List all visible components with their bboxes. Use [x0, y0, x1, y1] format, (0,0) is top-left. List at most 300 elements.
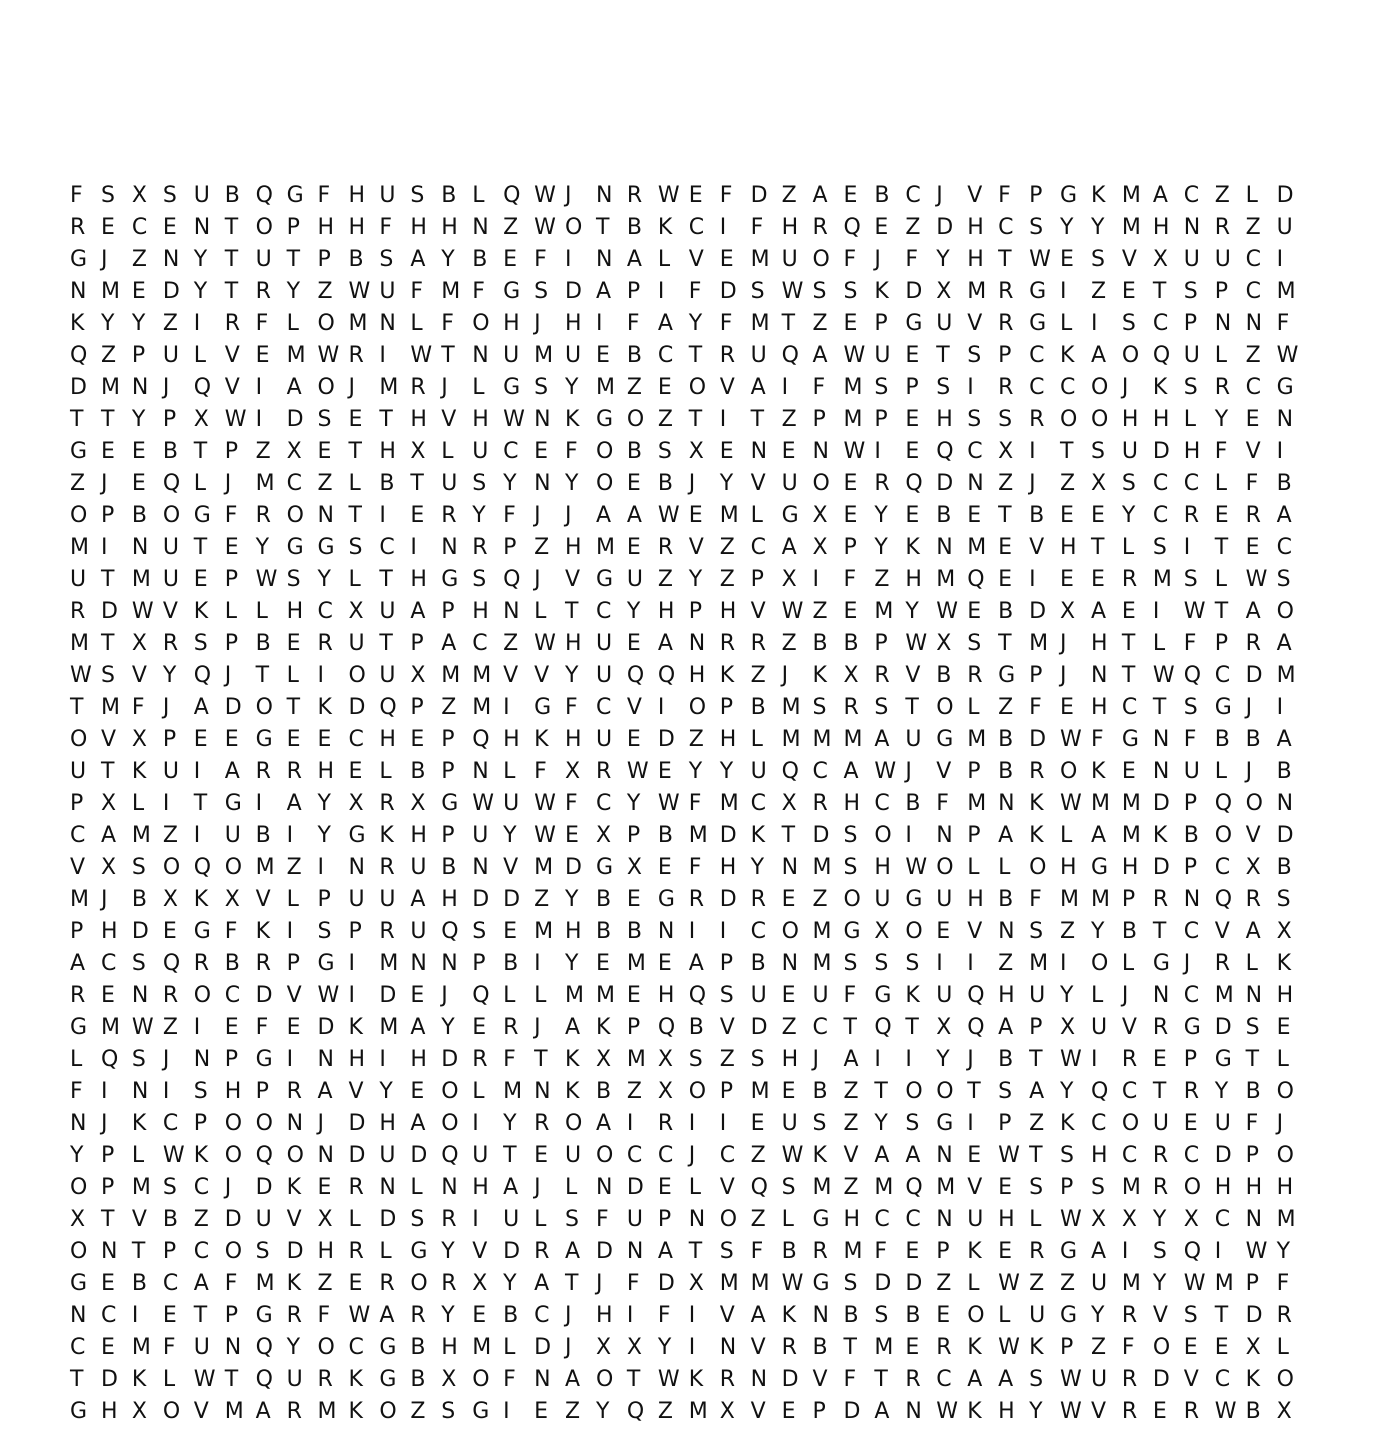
grid-letter: U	[1029, 983, 1046, 1008]
grid-letter: M	[812, 919, 832, 944]
grid-letter: D	[100, 599, 118, 624]
grid-letter: E	[1121, 759, 1136, 784]
grid-letter: J	[565, 1335, 572, 1360]
grid-letter: X	[843, 663, 859, 688]
grid-letter: K	[1152, 375, 1168, 400]
grid-letter: A	[317, 1079, 333, 1104]
grid-letter: B	[1276, 759, 1292, 784]
grid-letter: H	[410, 1047, 427, 1072]
grid-letter: X	[1276, 1399, 1292, 1424]
grid-letter: T	[1152, 695, 1167, 720]
grid-letter: P	[874, 631, 888, 656]
grid-letter: L	[967, 695, 980, 720]
grid-letter: X	[626, 855, 642, 880]
grid-letter: I	[905, 823, 912, 848]
grid-letter: O	[224, 1239, 243, 1264]
grid-letter: T	[70, 695, 84, 720]
grid-letter: I	[905, 1047, 912, 1072]
grid-letter: M	[750, 1079, 770, 1104]
grid-letter: U	[626, 1207, 643, 1232]
grid-letter: C	[534, 1303, 550, 1328]
grid-letter: G	[905, 887, 923, 912]
grid-letter: E	[193, 727, 208, 752]
grid-letter: D	[781, 1367, 799, 1392]
grid-letter: P	[100, 1175, 115, 1200]
grid-letter: J	[1245, 695, 1253, 720]
grid-letter: E	[317, 1175, 332, 1200]
grid-letter: H	[1121, 407, 1139, 432]
grid-letter: R	[1183, 503, 1200, 528]
grid-letter: E	[781, 983, 796, 1008]
grid-letter: X	[874, 919, 890, 944]
grid-letter: A	[410, 1015, 426, 1040]
grid-letter: M	[1121, 183, 1141, 208]
grid-letter: P	[998, 1111, 1012, 1136]
grid-letter: L	[657, 247, 671, 272]
grid-letter: Z	[286, 855, 302, 880]
grid-letter: U	[162, 535, 179, 560]
grid-letter: N	[410, 951, 427, 976]
grid-letter: G	[255, 1303, 273, 1328]
grid-letter: G	[317, 535, 335, 560]
grid-letter: M	[1121, 791, 1141, 816]
grid-letter: T	[843, 1015, 857, 1040]
grid-letter: P	[719, 695, 733, 720]
grid-letter: O	[441, 1111, 459, 1136]
grid-letter: D	[1152, 791, 1170, 816]
grid-letter: M	[688, 823, 708, 848]
grid-letter: F	[1245, 471, 1259, 496]
grid-letter: R	[1121, 1367, 1138, 1392]
grid-letter: F	[410, 279, 423, 304]
grid-letter: M	[688, 1399, 708, 1424]
grid-letter: F	[503, 1367, 516, 1392]
grid-letter: F	[750, 1239, 764, 1264]
grid-letter: E	[100, 439, 115, 464]
grid-row	[70, 852, 1340, 884]
grid-letter: D	[1276, 183, 1294, 208]
grid-letter: W	[998, 1335, 1020, 1360]
grid-letter: L	[1121, 951, 1135, 976]
grid-letter: A	[1276, 503, 1292, 528]
grid-letter: I	[100, 535, 108, 560]
grid-letter: A	[657, 1239, 673, 1264]
grid-letter: Z	[162, 823, 178, 848]
grid-letter: N	[131, 1079, 149, 1104]
grid-letter: T	[100, 567, 115, 592]
grid-letter: F	[472, 279, 485, 304]
grid-letter: R	[750, 887, 766, 912]
grid-letter: I	[874, 1047, 881, 1072]
grid-row	[70, 1396, 1340, 1428]
grid-letter: L	[967, 855, 980, 880]
grid-letter: D	[595, 1239, 613, 1264]
grid-letter: O	[162, 1399, 181, 1424]
grid-letter: E	[998, 567, 1013, 592]
grid-letter: R	[1121, 567, 1138, 592]
grid-letter: Z	[317, 279, 333, 304]
grid-letter: A	[1029, 1079, 1045, 1104]
grid-letter: W	[657, 1367, 680, 1392]
grid-letter: F	[688, 855, 702, 880]
grid-letter: K	[1029, 823, 1044, 848]
grid-letter: H	[967, 215, 984, 240]
grid-letter: N	[936, 535, 953, 560]
grid-letter: D	[224, 695, 242, 720]
grid-row	[70, 244, 1340, 276]
grid-letter: S	[100, 663, 115, 688]
grid-letter: F	[688, 791, 702, 816]
grid-row	[70, 788, 1340, 820]
grid-letter: T	[998, 503, 1012, 528]
grid-letter: B	[410, 1335, 426, 1360]
grid-row	[70, 404, 1340, 436]
grid-letter: S	[1152, 535, 1167, 560]
grid-letter: U	[162, 343, 179, 368]
grid-letter: Q	[503, 183, 521, 208]
grid-letter: Q	[193, 855, 212, 880]
grid-letter: N	[1152, 727, 1170, 752]
grid-letter: X	[441, 1367, 457, 1392]
grid-letter: J	[317, 1111, 324, 1136]
grid-letter: S	[843, 951, 858, 976]
grid-letter: D	[750, 183, 768, 208]
grid-letter: T	[1245, 1047, 1260, 1072]
grid-letter: T	[441, 343, 455, 368]
grid-letter: Y	[1090, 919, 1105, 944]
grid-letter: F	[534, 247, 547, 272]
grid-letter: R	[1121, 1399, 1138, 1424]
grid-letter: K	[565, 1079, 580, 1104]
grid-letter: G	[595, 855, 613, 880]
grid-letter: P	[100, 503, 115, 528]
grid-letter: U	[472, 823, 489, 848]
grid-letter: J	[1183, 951, 1191, 976]
grid-letter: Q	[843, 215, 861, 240]
grid-letter: I	[719, 215, 727, 240]
grid-letter: W	[224, 407, 247, 432]
grid-letter: T	[1152, 279, 1167, 304]
grid-letter: B	[874, 183, 890, 208]
grid-letter: E	[162, 215, 177, 240]
grid-letter: B	[905, 1303, 921, 1328]
grid-row	[70, 1140, 1340, 1172]
grid-letter: B	[936, 503, 952, 528]
grid-letter: V	[1029, 535, 1045, 560]
grid-letter: O	[688, 375, 707, 400]
grid-letter: P	[441, 727, 455, 752]
grid-letter: K	[193, 599, 209, 624]
grid-letter: G	[936, 1111, 954, 1136]
grid-letter: V	[1152, 1303, 1168, 1328]
grid-letter: G	[905, 311, 923, 336]
grid-letter: L	[224, 599, 237, 624]
grid-letter: U	[224, 823, 241, 848]
grid-letter: G	[595, 567, 613, 592]
grid-letter: U	[379, 1143, 396, 1168]
grid-letter: Q	[472, 983, 490, 1008]
grid-letter: S	[1183, 279, 1198, 304]
grid-letter: B	[781, 1239, 797, 1264]
grid-letter: N	[1276, 407, 1294, 432]
grid-letter: W	[998, 1143, 1020, 1168]
grid-letter: P	[1183, 1047, 1198, 1072]
grid-letter: E	[1060, 247, 1074, 272]
grid-letter: F	[626, 311, 640, 336]
grid-letter: P	[441, 823, 455, 848]
grid-letter: O	[1276, 599, 1294, 624]
grid-letter: O	[595, 471, 614, 496]
grid-letter: O	[1090, 951, 1109, 976]
grid-letter: T	[410, 471, 424, 496]
grid-letter: H	[936, 407, 953, 432]
grid-letter: I	[503, 695, 510, 720]
grid-letter: N	[503, 599, 520, 624]
grid-letter: S	[843, 279, 858, 304]
grid-letter: O	[224, 1143, 243, 1168]
grid-letter: I	[967, 375, 974, 400]
grid-letter: Y	[379, 1079, 393, 1104]
grid-letter: U	[781, 471, 798, 496]
grid-letter: U	[503, 1207, 520, 1232]
grid-letter: K	[967, 1335, 982, 1360]
grid-letter: S	[131, 951, 146, 976]
grid-letter: P	[936, 1239, 950, 1264]
grid-letter: Z	[565, 1399, 581, 1424]
grid-letter: F	[657, 1303, 671, 1328]
grid-letter: G	[1214, 695, 1232, 720]
grid-letter: K	[905, 535, 920, 560]
grid-letter: B	[843, 1303, 859, 1328]
grid-letter: E	[348, 1271, 363, 1296]
grid-letter: R	[657, 1111, 674, 1136]
grid-letter: X	[410, 439, 426, 464]
grid-letter: B	[441, 855, 457, 880]
grid-letter: E	[534, 1143, 548, 1168]
grid-letter: C	[1214, 1207, 1231, 1232]
grid-letter: X	[224, 887, 240, 912]
grid-letter: C	[1245, 375, 1261, 400]
grid-letter: H	[843, 1207, 860, 1232]
grid-letter: T	[348, 503, 362, 528]
grid-letter: O	[595, 439, 614, 464]
grid-letter: O	[565, 1111, 583, 1136]
grid-letter: F	[317, 1303, 331, 1328]
grid-letter: D	[719, 823, 737, 848]
grid-letter: Y	[1214, 1079, 1229, 1104]
grid-letter: A	[1276, 727, 1292, 752]
grid-letter: N	[688, 631, 706, 656]
grid-letter: M	[750, 1271, 770, 1296]
grid-row	[70, 1076, 1340, 1108]
grid-letter: L	[131, 1143, 145, 1168]
grid-letter: E	[843, 599, 858, 624]
grid-letter: S	[1090, 1175, 1105, 1200]
grid-letter: F	[1029, 887, 1042, 912]
grid-letter: W	[317, 343, 340, 368]
grid-letter: Z	[162, 311, 178, 336]
grid-letter: I	[626, 1303, 634, 1328]
grid-letter: B	[410, 1367, 426, 1392]
grid-letter: R	[255, 279, 271, 304]
grid-letter: O	[317, 311, 335, 336]
grid-letter: J	[688, 1143, 696, 1168]
grid-letter: S	[410, 183, 425, 208]
grid-row	[70, 660, 1340, 692]
grid-letter: D	[348, 1143, 366, 1168]
grid-letter: O	[70, 503, 88, 528]
grid-letter: E	[626, 983, 641, 1008]
grid-letter: B	[131, 887, 147, 912]
grid-letter: W	[317, 983, 340, 1008]
grid-letter: C	[1152, 311, 1169, 336]
grid-letter: U	[750, 759, 767, 784]
grid-letter: P	[1183, 791, 1198, 816]
grid-letter: S	[410, 1207, 425, 1232]
grid-letter: N	[70, 1111, 87, 1136]
grid-letter: M	[1121, 215, 1141, 240]
grid-letter: P	[1245, 1271, 1259, 1296]
grid-letter: E	[224, 727, 239, 752]
grid-letter: G	[317, 951, 335, 976]
grid-letter: G	[1029, 311, 1047, 336]
grid-letter: V	[565, 567, 581, 592]
grid-letter: I	[812, 567, 819, 592]
grid-letter: P	[1060, 1335, 1074, 1360]
grid-letter: V	[1245, 823, 1261, 848]
grid-row	[70, 1044, 1340, 1076]
grid-letter: K	[70, 311, 85, 336]
grid-letter: Z	[719, 567, 735, 592]
grid-row	[70, 1012, 1340, 1044]
grid-letter: B	[595, 1079, 612, 1104]
grid-letter: C	[193, 1175, 210, 1200]
grid-letter: I	[1152, 599, 1160, 624]
grid-letter: U	[1121, 439, 1138, 464]
grid-letter: L	[1060, 311, 1073, 336]
grid-letter: U	[255, 247, 272, 272]
grid-letter: U	[1183, 247, 1200, 272]
grid-letter: K	[812, 663, 827, 688]
grid-letter: O	[255, 215, 273, 240]
grid-letter: E	[193, 567, 208, 592]
grid-letter: U	[379, 279, 396, 304]
grid-letter: D	[348, 1111, 366, 1136]
grid-letter: X	[410, 791, 426, 816]
grid-letter: N	[317, 503, 334, 528]
grid-letter: L	[1245, 951, 1258, 976]
grid-letter: P	[905, 375, 919, 400]
grid-letter: U	[410, 919, 427, 944]
grid-letter: E	[131, 471, 146, 496]
grid-letter: E	[1060, 695, 1074, 720]
grid-letter: Z	[750, 1207, 766, 1232]
grid-letter: Y	[131, 311, 146, 336]
grid-letter: W	[472, 791, 494, 816]
grid-letter: Y	[565, 663, 579, 688]
grid-letter: S	[1121, 311, 1136, 336]
grid-letter: M	[1029, 631, 1049, 656]
grid-letter: E	[905, 1335, 920, 1360]
grid-letter: Y	[874, 535, 888, 560]
grid-letter: O	[1276, 1079, 1294, 1104]
grid-letter: W	[843, 343, 866, 368]
grid-letter: A	[843, 1047, 859, 1072]
grid-letter: L	[1214, 567, 1227, 592]
grid-letter: V	[1090, 1399, 1106, 1424]
grid-letter: T	[255, 663, 270, 688]
grid-letter: M	[967, 279, 987, 304]
grid-letter: H	[441, 887, 458, 912]
grid-letter: I	[534, 951, 541, 976]
grid-letter: G	[998, 663, 1016, 688]
grid-letter: O	[1276, 1367, 1294, 1392]
grid-letter: D	[1214, 1143, 1232, 1168]
grid-letter: S	[286, 567, 301, 592]
grid-letter: P	[626, 823, 641, 848]
grid-letter: X	[719, 1399, 735, 1424]
grid-letter: F	[719, 311, 733, 336]
grid-letter: T	[1090, 535, 1105, 560]
grid-letter: H	[472, 407, 489, 432]
grid-letter: B	[410, 759, 426, 784]
grid-letter: Z	[719, 1047, 735, 1072]
grid-letter: A	[1276, 631, 1292, 656]
grid-letter: O	[1090, 375, 1109, 400]
grid-letter: E	[534, 1399, 548, 1424]
grid-letter: E	[967, 503, 982, 528]
grid-letter: S	[100, 183, 115, 208]
grid-letter: O	[317, 1335, 335, 1360]
grid-letter: U	[379, 887, 396, 912]
grid-letter: N	[1152, 983, 1170, 1008]
grid-letter: S	[781, 1175, 796, 1200]
grid-letter: X	[936, 1015, 952, 1040]
grid-letter: U	[874, 343, 891, 368]
grid-letter: W	[626, 759, 649, 784]
grid-letter: E	[1060, 567, 1074, 592]
grid-letter: T	[688, 1239, 703, 1264]
grid-letter: B	[998, 759, 1014, 784]
grid-letter: P	[193, 1111, 208, 1136]
grid-letter: C	[595, 791, 612, 816]
grid-letter: P	[162, 727, 177, 752]
grid-letter: T	[998, 631, 1012, 656]
grid-letter: P	[874, 407, 888, 432]
grid-letter: P	[70, 919, 84, 944]
grid-letter: M	[255, 1271, 275, 1296]
grid-letter: D	[1245, 663, 1263, 688]
grid-letter: F	[255, 1015, 269, 1040]
grid-letter: G	[70, 247, 88, 272]
word-search-grid	[70, 180, 1340, 1428]
grid-letter: P	[1029, 1015, 1043, 1040]
grid-letter: S	[534, 279, 549, 304]
grid-letter: M	[131, 567, 151, 592]
grid-letter: V	[224, 375, 240, 400]
grid-letter: S	[812, 695, 827, 720]
grid-letter: Z	[657, 407, 673, 432]
grid-letter: R	[472, 1047, 488, 1072]
grid-letter: M	[70, 887, 89, 912]
grid-letter: H	[410, 567, 427, 592]
grid-letter: Y	[255, 535, 270, 560]
grid-letter: O	[936, 1079, 954, 1104]
grid-letter: Y	[503, 1271, 517, 1296]
grid-letter: Y	[193, 279, 208, 304]
grid-letter: N	[719, 1335, 737, 1360]
grid-letter: X	[131, 1399, 147, 1424]
